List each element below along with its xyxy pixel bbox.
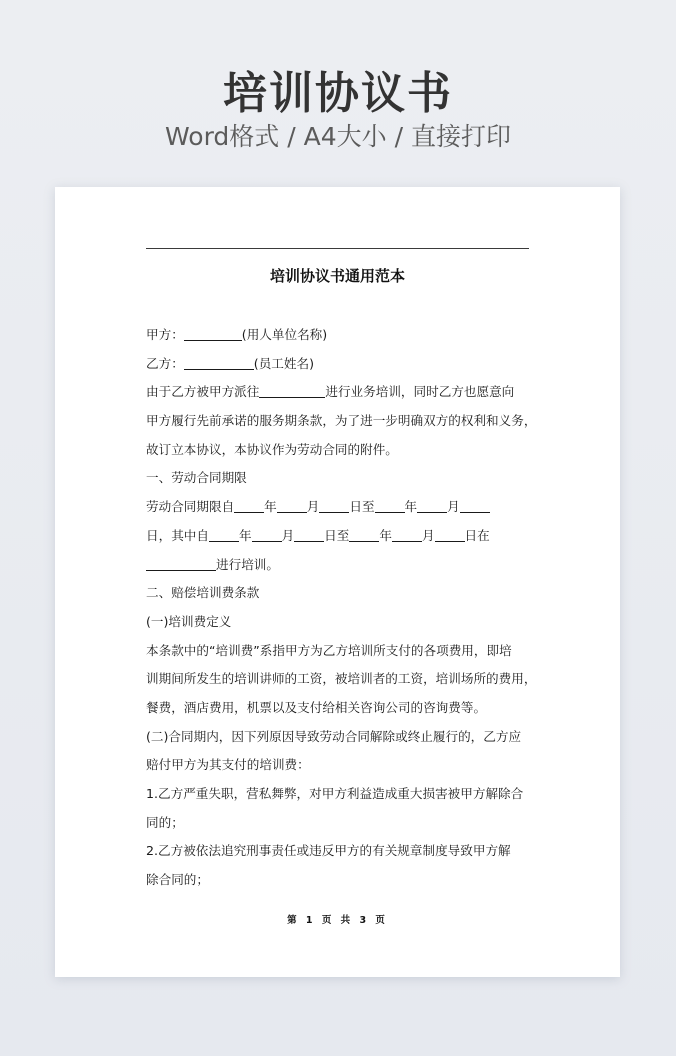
document-title: 培训协议书通用范本 (269, 267, 405, 285)
header-rule (146, 248, 529, 249)
date-blank[interactable] (375, 499, 405, 513)
date-blank[interactable] (252, 528, 282, 542)
party-b-blank[interactable] (184, 356, 254, 370)
item-1-line-2: 同的； (146, 814, 184, 830)
party-b-line (146, 350, 536, 379)
section-1-heading: 一、劳动合同期限 (146, 470, 247, 486)
intro-line-2: 甲方履行先前承诺的服务期条款，为了进一步明确双方的权利和义务， (146, 413, 537, 429)
subsection-2-line-2: 赔付甲方为其支付的培训费： (146, 757, 310, 773)
month-label: 月 (281, 527, 295, 543)
date-blank[interactable] (319, 499, 349, 513)
year-label: 年 (264, 499, 277, 515)
day-to-label: 日至 (324, 527, 350, 543)
contract-period-line-1 (146, 493, 536, 522)
period-text: 进行培训。 (216, 556, 279, 572)
section-2-heading: 二、赔偿培训费条款 (146, 585, 260, 601)
definition-line-3: 餐费，酒店费用，机票以及支付给相关咨询公司的咨询费等。 (146, 699, 487, 715)
contract-period-line-3 (146, 551, 536, 580)
date-blank[interactable] (392, 528, 422, 542)
month-label: 月 (447, 499, 460, 515)
month-label: 月 (306, 499, 320, 515)
party-a-label: 甲方： (146, 327, 184, 342)
subsection-1-heading: (一)培训费定义 (146, 613, 232, 629)
intro-text: 由于乙方被甲方派往 (146, 384, 260, 400)
page-number-footer: 第 1 页 共 3 页 (287, 915, 388, 926)
definition-line-1: 本条款中的“培训费”系指甲方为乙方培训所支付的各项费用，即培 (146, 642, 512, 658)
intro-line-3: 故订立本协议，本协议作为劳动合同的附件。 (146, 441, 398, 457)
date-blank[interactable] (277, 499, 307, 513)
date-blank[interactable] (294, 528, 324, 542)
definition-line-2: 训期间所发生的培训讲师的工资，被培训者的工资，培训场所的费用， (146, 671, 537, 687)
year-label: 年 (238, 527, 252, 543)
contract-period-line-2 (146, 522, 536, 551)
item-1-line-1: 1.乙方严重失职，营私舞弊，对甲方利益造成重大损害被甲方解除合 (146, 786, 524, 801)
day-at-label: 日在 (464, 527, 490, 543)
subsection-2-line-1: (二)合同期内，因下列原因导致劳动合同解除或终止履行的，乙方应 (146, 728, 522, 744)
item-2-line-2: 除合同的； (146, 872, 209, 888)
hero-title: 培训协议书 (223, 68, 453, 119)
date-blank[interactable] (435, 528, 465, 542)
document-page (55, 187, 620, 977)
period-text: 日，其中自 (146, 527, 209, 543)
month-label: 月 (421, 527, 435, 543)
document-body (146, 321, 536, 895)
party-b-label: 乙方： (146, 355, 184, 371)
date-blank[interactable] (209, 528, 239, 542)
date-blank[interactable] (417, 499, 447, 513)
item-2-line-1: 2.乙方被依法追究刑事责任或违反甲方的有关规章制度导致甲方解 (146, 843, 511, 859)
intro-line-1 (146, 378, 536, 407)
party-a-hint: (用人单位名称) (241, 327, 328, 342)
year-label: 年 (379, 527, 392, 543)
party-b-hint: (员工姓名) (253, 355, 314, 371)
intro-text: 进行业务培训，同时乙方也愿意向 (325, 384, 515, 400)
date-blank[interactable] (234, 499, 264, 513)
day-to-label: 日至 (349, 499, 375, 515)
party-a-line (146, 321, 536, 350)
hero-subtitle: Word格式 / A4大小 / 直接打印 (165, 122, 511, 151)
training-location-blank[interactable] (259, 384, 325, 398)
party-a-blank[interactable] (184, 327, 242, 341)
date-blank[interactable] (349, 528, 379, 542)
period-text: 劳动合同期限自 (146, 499, 235, 515)
year-label: 年 (404, 499, 418, 515)
training-place-blank[interactable] (146, 557, 216, 571)
date-blank[interactable] (460, 499, 490, 513)
